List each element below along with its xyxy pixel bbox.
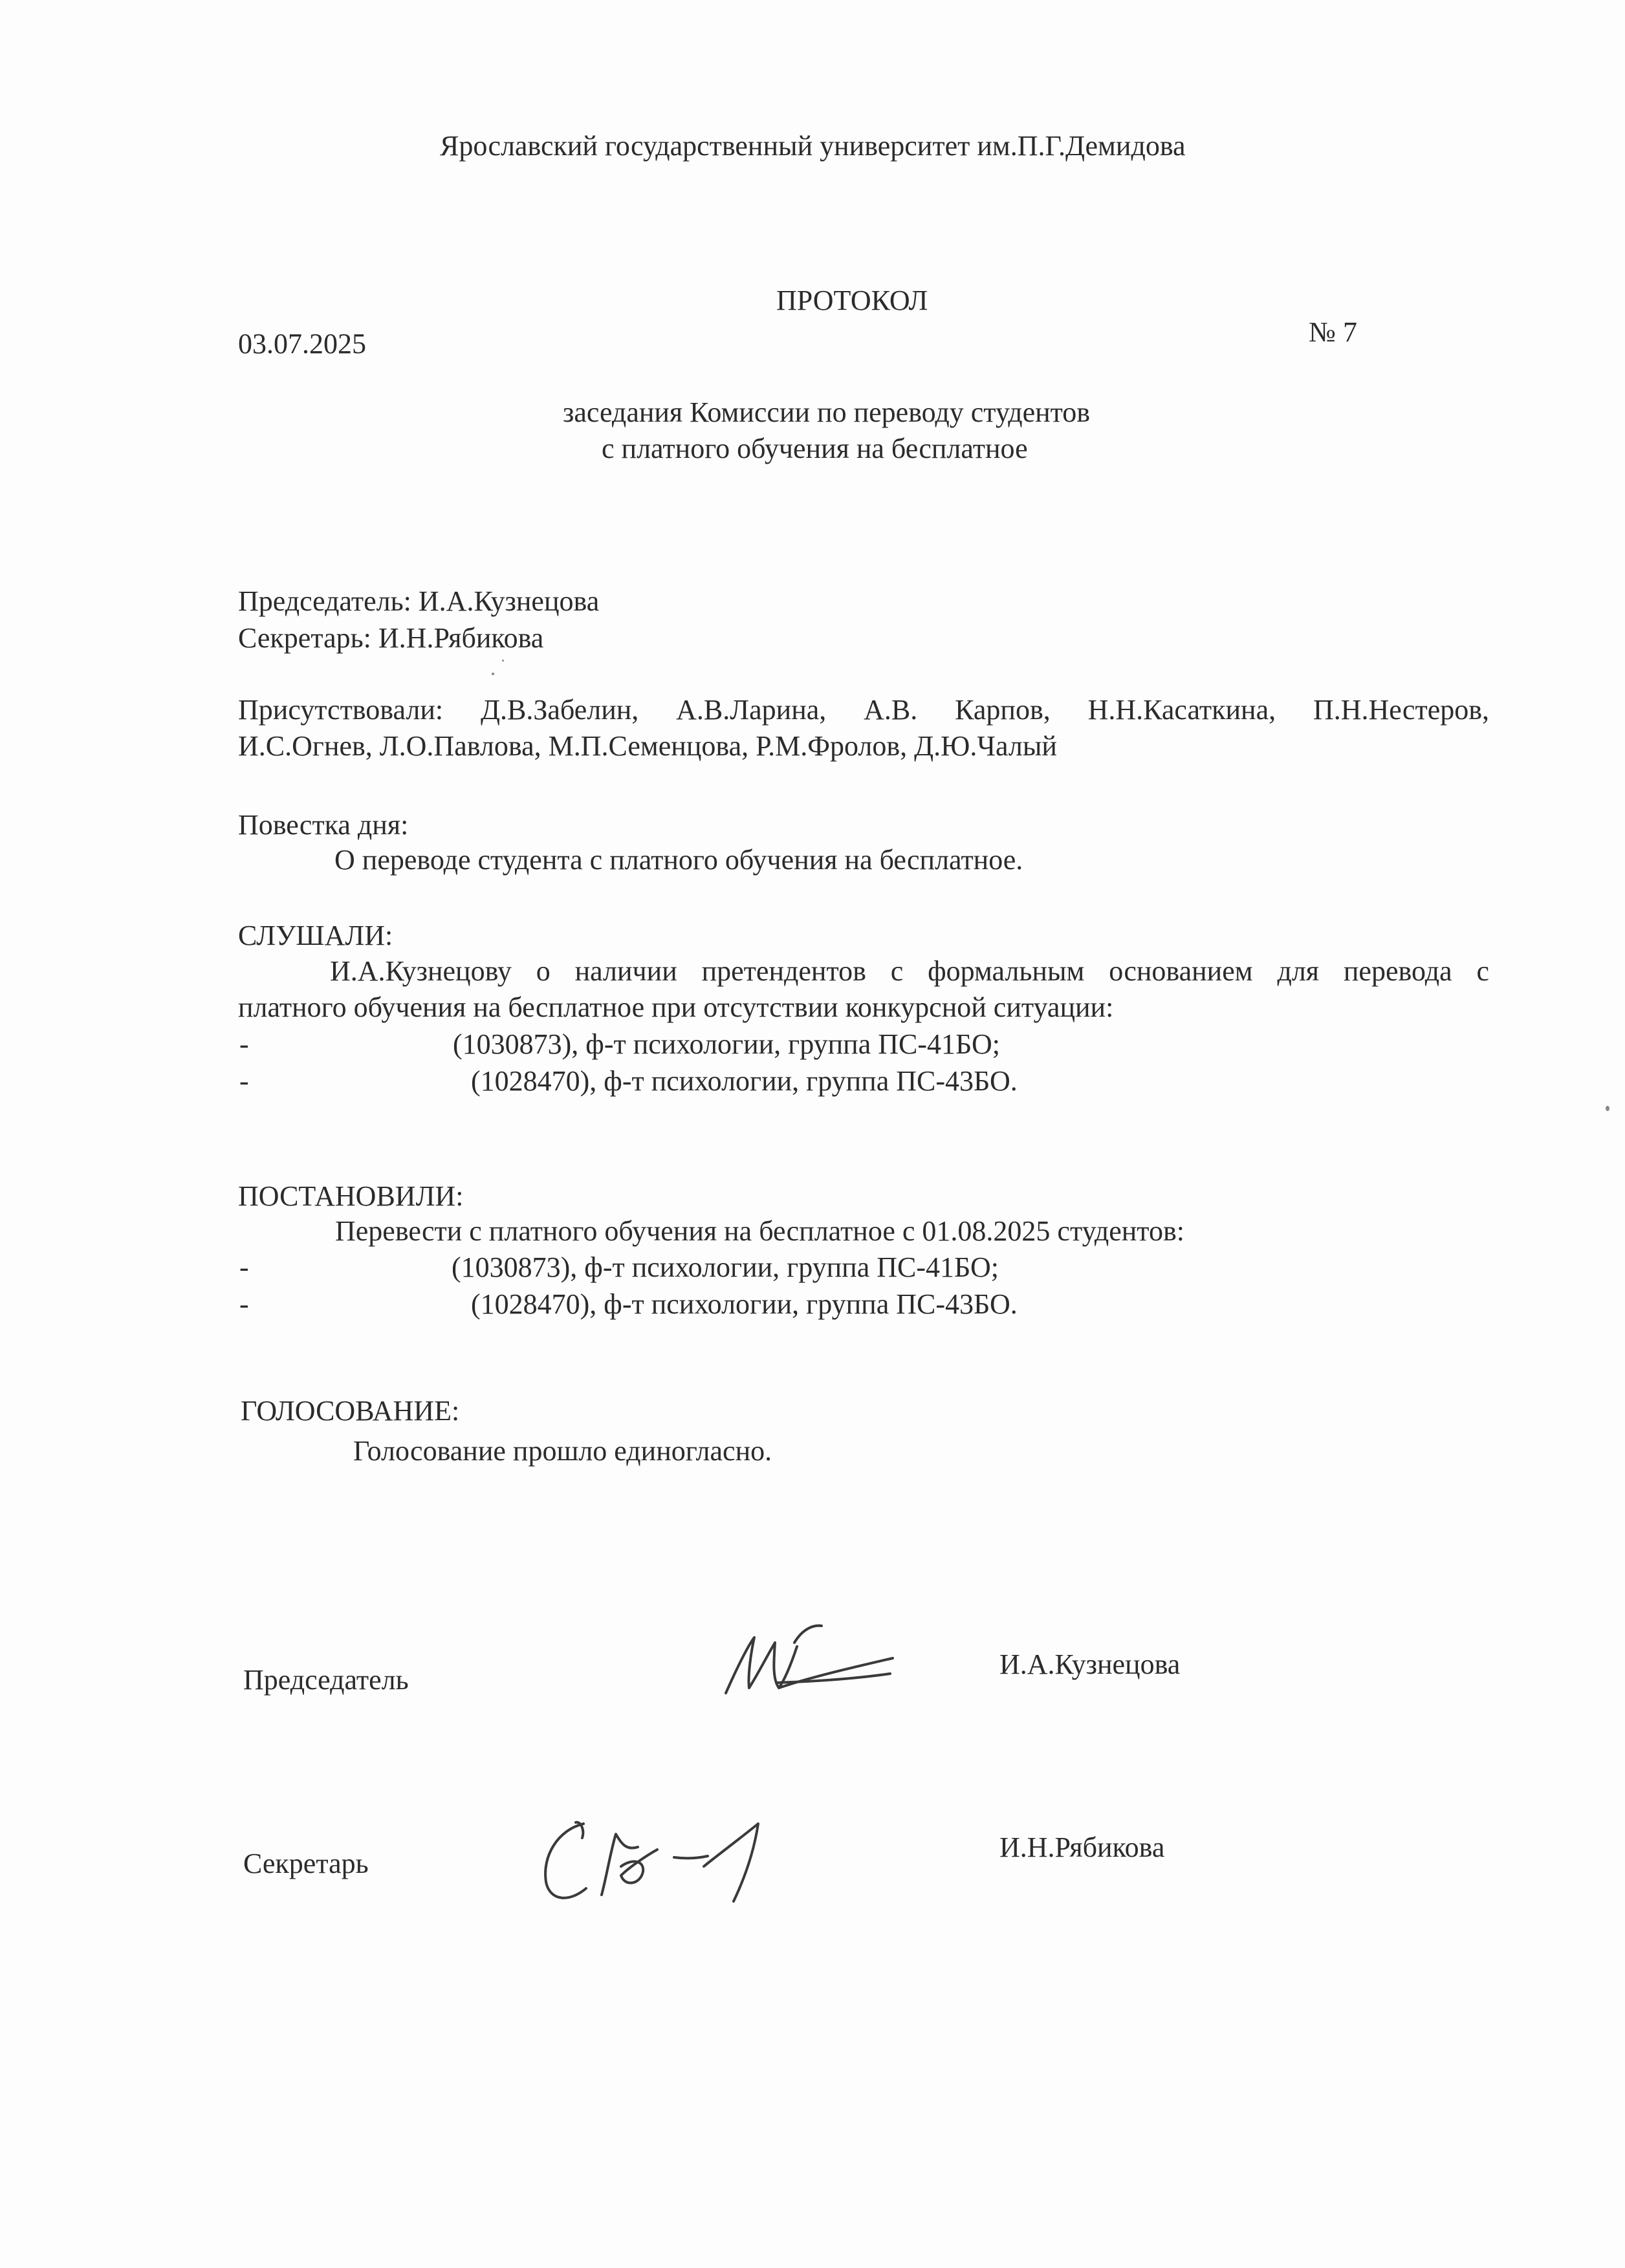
present-line2: И.С.Огнев, Л.О.Павлова, М.П.Семенцова, Р.М.Фролов, Д.Ю.Чалый	[238, 730, 1057, 762]
secretary-name: И.Н.Рябикова	[999, 1831, 1165, 1863]
scan-speck	[502, 660, 504, 662]
university-name: Ярославский государственный университет им.П.Г.Демидова	[440, 130, 1186, 162]
chair-signature	[712, 1617, 906, 1714]
document-subtitle-line2: с платного обучения на бесплатное	[602, 433, 1028, 464]
document-date: 03.07.2025	[238, 328, 366, 360]
chair-line: Председатель: И.А.Кузнецова	[238, 585, 600, 617]
vote-text: Голосование прошло единогласно.	[353, 1435, 772, 1467]
document-number: № 7	[1309, 316, 1357, 348]
chair-name: И.А.Кузнецова	[999, 1648, 1181, 1680]
resolved-item-2: (1028470), ф-т психологии, группа ПС-43БО.	[471, 1288, 1018, 1320]
resolved-item-2-dash: -	[239, 1288, 249, 1320]
secretary-line: Секретарь: И.Н.Рябикова	[238, 622, 544, 654]
resolved-heading: ПОСТАНОВИЛИ:	[238, 1180, 464, 1212]
heard-item-2-dash: -	[239, 1065, 249, 1097]
secretary-signature	[524, 1804, 822, 1921]
resolved-item-1-dash: -	[239, 1251, 249, 1283]
heard-heading: СЛУШАЛИ:	[238, 920, 393, 951]
secretary-role: Секретарь	[243, 1848, 369, 1879]
document-type: ПРОТОКОЛ	[776, 285, 928, 316]
present-line1: Присутствовали: Д.В.Забелин, А.В.Ларина, А.В. Карпов, Н.Н.Касаткина, П.Н.Нестеров,	[238, 694, 1489, 726]
scan-speck	[1606, 1106, 1609, 1111]
heard-text-line2: платного обучения на бесплатное при отсутствии конкурсной ситуации:	[238, 991, 1114, 1023]
heard-item-1-dash: -	[239, 1028, 249, 1060]
heard-item-1: (1030873), ф-т психологии, группа ПС-41БО;	[453, 1028, 1000, 1060]
resolved-item-1: (1030873), ф-т психологии, группа ПС-41БО;	[452, 1251, 999, 1283]
heard-item-2: (1028470), ф-т психологии, группа ПС-43БО.	[471, 1065, 1018, 1097]
agenda-heading: Повестка дня:	[238, 809, 409, 841]
vote-heading: ГОЛОСОВАНИЕ:	[241, 1395, 460, 1427]
chair-role: Председатель	[243, 1664, 409, 1696]
document-subtitle-line1: заседания Комиссии по переводу студентов	[563, 396, 1091, 428]
heard-text-line1: И.А.Кузнецову о наличии претендентов с формальным основанием для перевода с	[330, 955, 1489, 987]
scan-speck	[492, 673, 494, 675]
agenda-item: О переводе студента с платного обучения на бесплатное.	[334, 844, 1023, 876]
resolved-text: Перевести с платного обучения на бесплатное с 01.08.2025 студентов:	[335, 1215, 1184, 1247]
